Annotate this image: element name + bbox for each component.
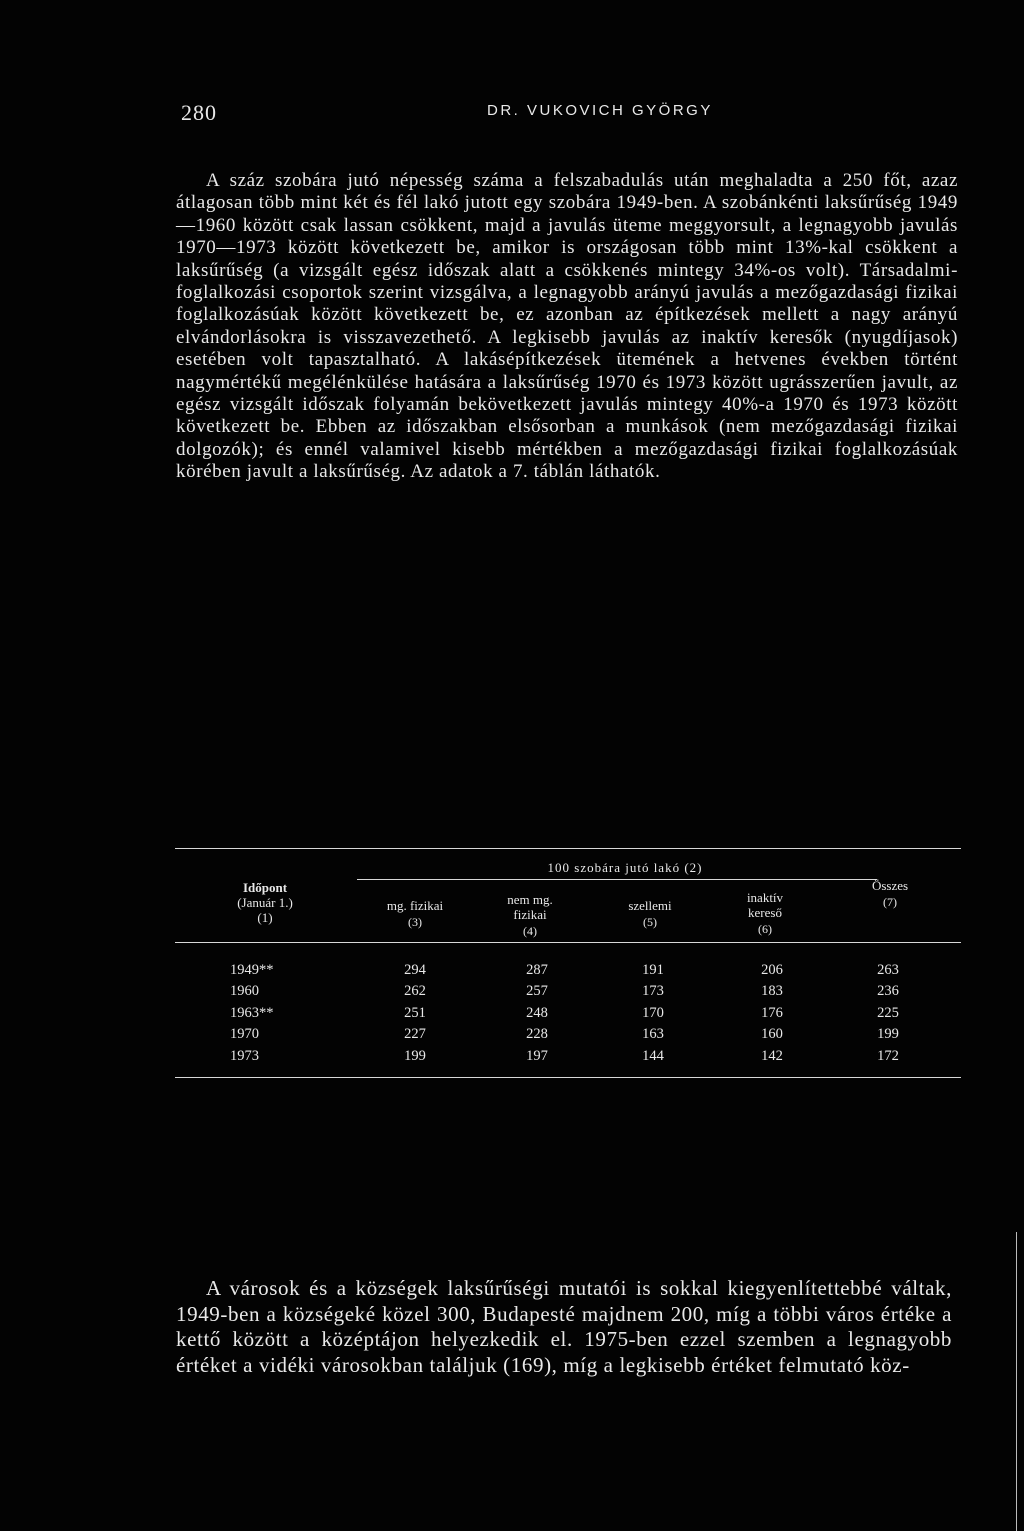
cell-inaktiv-kereso: 142 xyxy=(761,1047,783,1064)
table-bottom-rule xyxy=(175,1077,961,1078)
spanning-header-rule xyxy=(357,879,877,880)
table-row xyxy=(175,983,961,1004)
col-header-osszes xyxy=(835,878,945,910)
cell-szellemi: 163 xyxy=(642,1026,664,1043)
table-header-rule xyxy=(175,942,961,943)
cell-szellemi: 144 xyxy=(642,1047,664,1064)
cell-nem-mg-fizikai: 248 xyxy=(526,1004,548,1021)
col-header-date xyxy=(215,880,315,925)
table-top-rule xyxy=(175,848,961,849)
col-header-5-num: (5) xyxy=(643,915,657,929)
cell-szellemi: 191 xyxy=(642,962,664,978)
col-header-inaktiv-kereso xyxy=(710,890,820,937)
cell-nem-mg-fizikai: 287 xyxy=(526,962,548,978)
col-header-4-num: (4) xyxy=(523,924,537,938)
body-paragraph-2: A városok és a községek laksűrűségi mutatói is sokkal kiegyenlítettebbé váltak, 1949-ben a községeké közel 300, Budapesté majdnem 200, míg a többi város értéke a kettő között a középtájon helyezkedik el. 1975-ben ezzel szemben a legnagyobb értéket a vidéki városokban találjuk (169), míg a legkisebb értéket felmutató köz- xyxy=(176,1276,952,1377)
cell-mg-fizikai: 262 xyxy=(404,983,426,1000)
cell-osszes: 199 xyxy=(877,1026,899,1043)
body-paragraph-1: A száz szobára jutó népesség száma a felszabadulás után meghaladta a 250 főt, azaz átlagosan több mint két és fél lakó jutott egy szobára 1949-ben. A szobánkénti laksűrűség 1949—1960 között csak lassan csökkent, majd a javulás üteme meggyorsult, a legnagyobb javulás 1970—1973 között következett be, amikor is országosan több mint 13%-kal csökkent a laksűrűség (a vizsgált egész időszak alatt a csökkenés mintegy 34%-os volt). Társadalmi-foglalkozási csoportok szerint vizsgálva, a legnagyobb arányú javulás a mezőgazdasági fizikai foglalkozásúak között következett be, ez azonban az építkezések mellett a nagy arányú elvándorlásokra is visszavezethető. A legkisebb javulás az inaktív keresők (nyugdíjasok) esetében volt tapasztalható. A lakásépítkezések ütemének a hetvenes években történt nagymértékű megélénkülése hatására a laksűrűség 1970 és 1973 között ugrásszerűen javult, az egész vizsgált időszak folyamán bekövetkezett javulás mintegy 40%-a 1970 és 1973 között következett be. Ebben az időszakban elsősorban a munkások (nem mezőgazdasági fizikai dolgozók); és ennél valamivel kisebb mértékben a mezőgazdasági fizikai foglalkozásúak körében javult a laksűrűség. Az adatok a 7. táblán láthatók. xyxy=(176,170,958,483)
cell-mg-fizikai: 227 xyxy=(404,1026,426,1043)
table-row xyxy=(175,1048,961,1069)
col-header-3-num: (3) xyxy=(408,915,422,929)
cell-mg-fizikai: 294 xyxy=(404,962,426,978)
cell-inaktiv-kereso: 206 xyxy=(761,962,783,978)
col-header-7-num: (7) xyxy=(883,895,897,909)
cell-date: 1960 xyxy=(230,983,259,1000)
cell-date: 1963** xyxy=(230,1004,274,1021)
col-header-7-label: Összes xyxy=(871,878,909,893)
cell-osszes: 225 xyxy=(877,1004,899,1021)
col-header-szellemi xyxy=(595,898,705,930)
spanning-header: 100 szobára jutó lakó (2) xyxy=(547,860,703,875)
cell-osszes: 236 xyxy=(877,983,899,1000)
cell-date: 1970 xyxy=(230,1026,259,1043)
running-title: DR. VUKOVICH GYÖRGY xyxy=(487,102,713,119)
col-header-4-line2: fizikai xyxy=(513,907,547,922)
cell-szellemi: 173 xyxy=(642,983,664,1000)
cell-osszes: 172 xyxy=(877,1047,899,1064)
cell-nem-mg-fizikai: 257 xyxy=(526,983,548,1000)
col-header-6-num: (6) xyxy=(758,922,772,936)
col-header-4-line1: nem mg. xyxy=(507,892,553,907)
col-header-nem-mg-fizikai xyxy=(475,892,585,939)
cell-inaktiv-kereso: 183 xyxy=(761,983,783,1000)
col-header-6-line1: inaktív xyxy=(746,890,784,905)
cell-osszes: 263 xyxy=(877,962,899,978)
col-header-3-label: mg. fizikai xyxy=(386,898,444,913)
page-number: 280 xyxy=(181,100,217,125)
cell-nem-mg-fizikai: 197 xyxy=(526,1047,548,1064)
data-table xyxy=(175,848,961,1078)
cell-date: 1949** xyxy=(230,962,274,978)
scan-edge-line xyxy=(1016,1232,1017,1531)
table-row xyxy=(175,962,961,983)
cell-mg-fizikai: 251 xyxy=(404,1004,426,1021)
col-header-mg-fizikai xyxy=(360,898,470,930)
cell-inaktiv-kereso: 176 xyxy=(761,1004,783,1021)
table-row xyxy=(175,1005,961,1026)
cell-mg-fizikai: 199 xyxy=(404,1047,426,1064)
col-header-date-line1: Időpont xyxy=(242,880,288,895)
cell-inaktiv-kereso: 160 xyxy=(761,1026,783,1043)
cell-date: 1973 xyxy=(230,1047,259,1064)
col-header-date-line2: (Január 1.) xyxy=(237,895,293,910)
table-body xyxy=(175,962,961,1069)
col-header-6-line2: kereső xyxy=(748,905,782,920)
cell-szellemi: 170 xyxy=(642,1004,664,1021)
running-head xyxy=(175,100,965,130)
table-row xyxy=(175,1026,961,1047)
col-header-date-num: (1) xyxy=(257,910,273,925)
col-header-5-label: szellemi xyxy=(628,898,672,913)
cell-nem-mg-fizikai: 228 xyxy=(526,1026,548,1043)
